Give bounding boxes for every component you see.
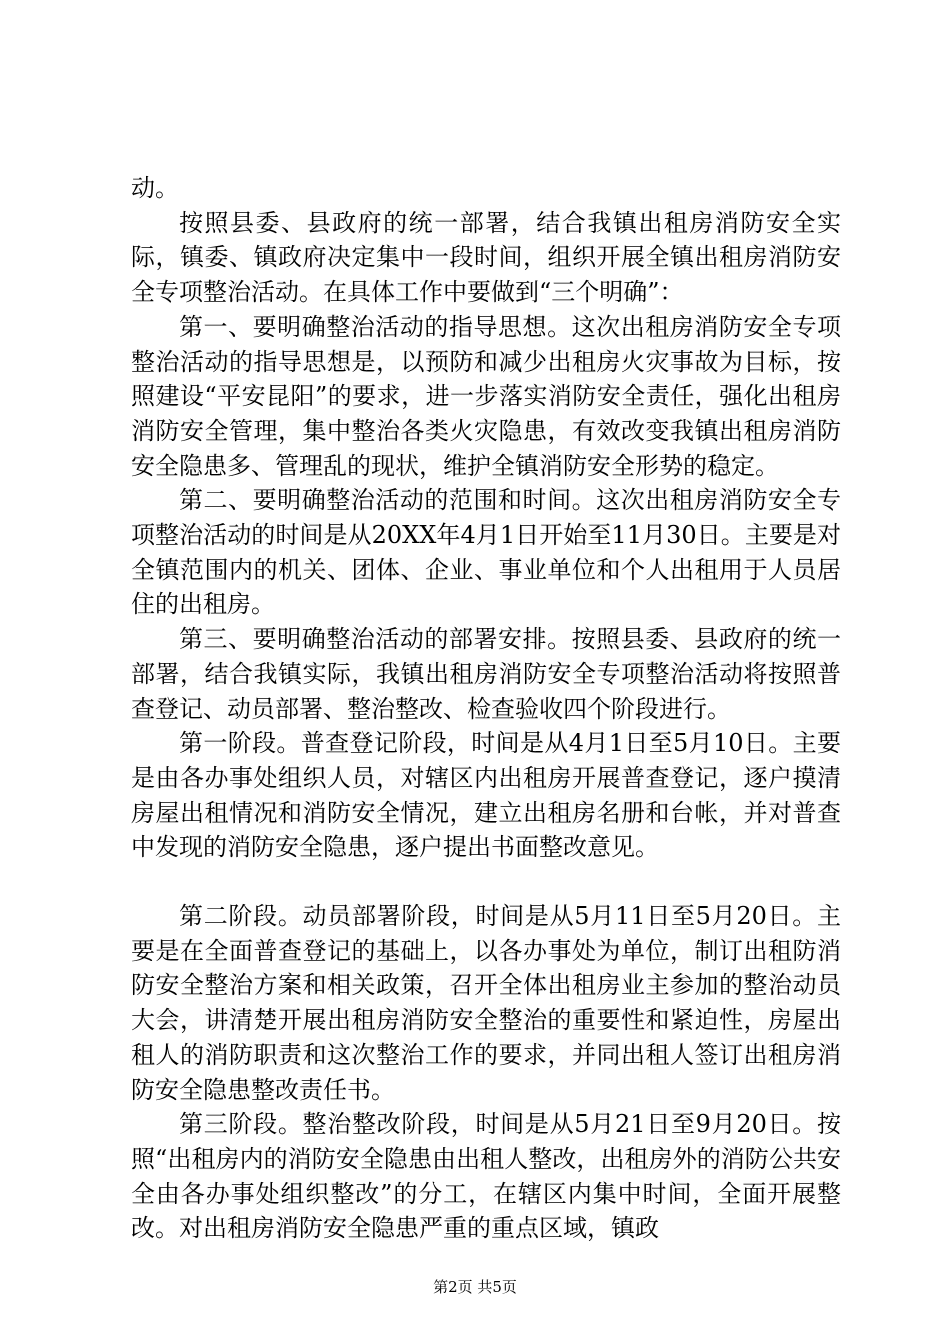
paragraph-intro: 按照县委、县政府的统一部署，结合我镇出租房消防安全实际，镇委、镇政府决定集中一段时间，组织开展全镇出租房消防安全专项整治活动。在具体工作中要做到“三个明确”： bbox=[131, 208, 841, 307]
paragraph-stage-two: 第二阶段。动员部署阶段，时间是从5月11日至5月20日。主要是在全面普查登记的基础上，以各办事处为单位，制订出租防消防安全整治方案和相关政策，召开全体出租房业主参加的整治动员大会，讲清楚开展出租房消防安全整治的重要性和紧迫性，房屋出租人的消防职责和这次整治工作的要求，并同出租人签订出租房消防安全隐患整改责任书。 bbox=[131, 902, 841, 1104]
paragraph-third-arrangement: 第三、要明确整治活动的部署安排。按照县委、县政府的统一部署，结合我镇实际，我镇出租房消防安全专项整治活动将按照普查登记、动员部署、整治整改、检查验收四个阶段进行。 bbox=[131, 625, 841, 723]
page-number-footer: 第2页 共5页 bbox=[433, 1278, 517, 1296]
document-body bbox=[131, 171, 841, 1246]
paragraph-continuation: 动。 bbox=[131, 174, 179, 202]
paragraph-first-guiding-thought: 第一、要明确整治活动的指导思想。这次出租房消防安全专项整治活动的指导思想是，以预防和减少出租房火灾事故为目标，按照建设“平安昆阳”的要求，进一步落实消防安全责任，强化出租房消防安全管理，集中整治各类火灾隐患，有效改变我镇出租房消防安全隐患多、管理乱的现状，维护全镇消防安全形势的稳定。 bbox=[131, 312, 841, 480]
paragraph-stage-one: 第一阶段。普查登记阶段，时间是从4月1日至5月10日。主要是由各办事处组织人员，对辖区内出租房开展普查登记，逐户摸清房屋出租情况和消防安全情况，建立出租房名册和台帐，并对普查中发现的消防安全隐患，逐户提出书面整改意见。 bbox=[131, 729, 841, 862]
paragraph-stage-three: 第三阶段。整治整改阶段，时间是从5月21日至9月20日。按照“出租房内的消防安全隐患由出租人整改，出租房外的消防公共安全由各办事处组织整改”的分工，在辖区内集中时间，全面开展整改。对出租房消防安全隐患严重的重点区域，镇政 bbox=[131, 1110, 841, 1243]
paragraph-second-scope-time: 第二、要明确整治活动的范围和时间。这次出租房消防安全专项整治活动的时间是从20XX年4月1日开始至11月30日。主要是对全镇范围内的机关、团体、企业、事业单位和个人出租用于人员居住的出租房。 bbox=[131, 486, 841, 619]
